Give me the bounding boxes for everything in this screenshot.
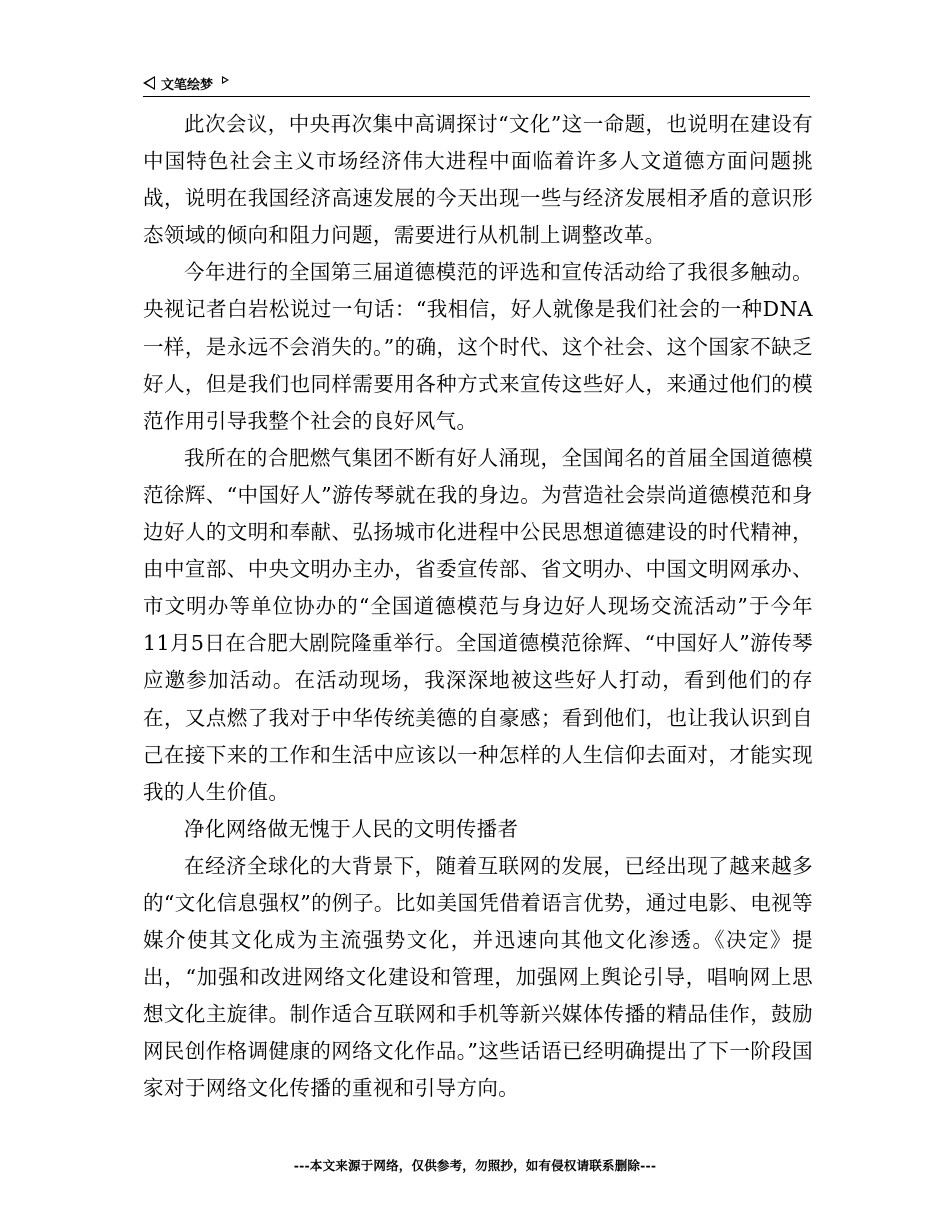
triangle-right-icon	[222, 76, 229, 84]
footer-disclaimer: ---本文来源于网络，仅供参考，勿照抄，如有侵权请联系删除---	[293, 1158, 657, 1173]
paragraph-4: 在经济全球化的大背景下，随着互联网的发展，已经出现了越来越多的“文化信息强权”的例子。比如美国凭借着语言优势，通过电影、电视等媒介使其文化成为主流强势文化，并迅速向其他文化渗透。《决定》提出，“加强和改进网络文化建设和管理，加强网上舆论引导，唱响网上思想文化主旋律。制作适合互联网和手机等新兴媒体传播的精品佳作，鼓励网民创作格调健康的网络文化作品。”这些话语已经明确提出了下一阶段国家对于网络文化传播的重视和引导方向。	[143, 853, 813, 1101]
brand-name: 文笔绘梦	[161, 77, 214, 93]
page-header	[143, 72, 810, 97]
paragraph-2: 今年进行的全国第三届道德模范的评选和宣传活动给了我很多触动。央视记者白岩松说过一句话：“我相信，好人就像是我们社会的一种DNA一样，是永远不会消失的。”的确，这个时代、这个社会、这个国家不缺乏好人，但是我们也同样需要用各种方式来宣传这些好人，来通过他们的模范作用引导我整个社会的良好风气。	[143, 260, 813, 433]
paragraph-3: 我所在的合肥燃气集团不断有好人涌现，全国闻名的首届全国道德模范徐辉、“中国好人”游传琴就在我的身边。为营造社会崇尚道德模范和身边好人的文明和奉献、弘扬城市化进程中公民思想道德建设的时代精神，由中宣部、中央文明办主办，省委宣传部、省文明办、中国文明网承办、市文明办等单位协办的“全国道德模范与身边好人现场交流活动”于今年11月5日在合肥大剧院隆重举行。全国道德模范徐辉、“中国好人”游传琴应邀参加活动。在活动现场，我深深地被这些好人打动，看到他们的存在，又点燃了我对于中华传统美德的自豪感；看到他们，也让我认识到自己在接下来的工作和生活中应该以一种怎样的人生信仰去面对，才能实现我的人生价值。	[143, 445, 813, 804]
brand	[143, 72, 229, 94]
triangle-left-icon	[143, 76, 155, 90]
paragraph-1: 此次会议，中央再次集中高调探讨“文化”这一命题，也说明在建设有中国特色社会主义市场经济伟大进程中面临着许多人文道德方面问题挑战，说明在我国经济高速发展的今天出现一些与经济发展相矛盾的意识形态领域的倾向和阻力问题，需要进行从机制上调整改革。	[143, 112, 813, 248]
document-body	[143, 106, 813, 1108]
section-heading: 净化网络做无愧于人民的文明传播者	[184, 816, 519, 841]
